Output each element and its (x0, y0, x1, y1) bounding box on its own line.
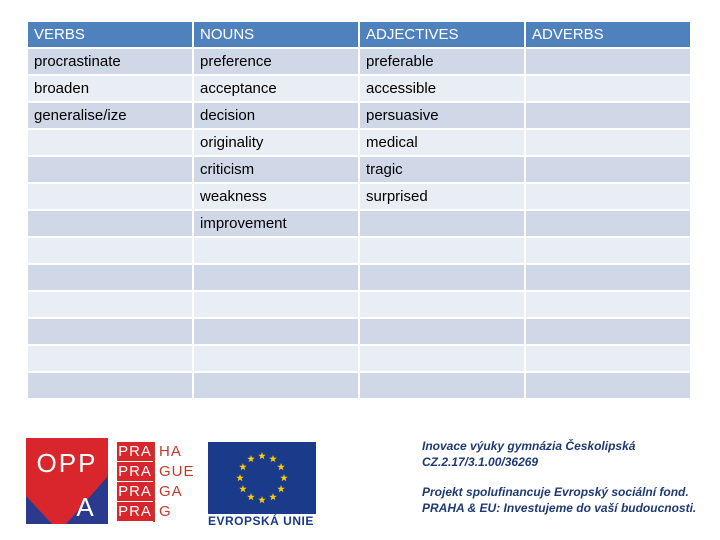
adjective-cell (359, 372, 525, 399)
footer (26, 438, 706, 530)
praha-left-2: PRA (118, 463, 152, 480)
praha-left-4: PRA (118, 503, 152, 520)
funding-line-2: PRAHA & EU: Investujeme do vaší budoucnosti. (422, 501, 697, 515)
adjective-cell: medical (359, 129, 525, 156)
table-row (27, 264, 691, 291)
verb-cell (27, 318, 193, 345)
noun-cell (193, 372, 359, 399)
adverb-cell (525, 372, 691, 399)
word-forms-table (26, 20, 692, 400)
project-info (422, 438, 706, 516)
noun-cell: improvement (193, 210, 359, 237)
adjective-cell (359, 237, 525, 264)
praha-right-3: GA (153, 482, 199, 502)
praha-logo (117, 442, 199, 522)
opp-logo-line1: OPP (36, 448, 98, 478)
project-line-2: CZ.2.17/3.1.00/36269 (422, 455, 539, 469)
table-row (27, 210, 691, 237)
verb-cell: generalise/ize (27, 102, 193, 129)
noun-cell (193, 291, 359, 318)
noun-cell: weakness (193, 183, 359, 210)
noun-cell (193, 237, 359, 264)
header-adjectives: ADJECTIVES (359, 21, 525, 48)
adjective-cell: surprised (359, 183, 525, 210)
table-row (27, 372, 691, 399)
table-row (27, 156, 691, 183)
verb-cell (27, 372, 193, 399)
adverb-cell (525, 75, 691, 102)
verb-cell: broaden (27, 75, 193, 102)
adverb-cell (525, 291, 691, 318)
adjective-cell: preferable (359, 48, 525, 75)
adverb-cell (525, 237, 691, 264)
verb-cell (27, 129, 193, 156)
project-line-1: Inovace výuky gymnázia Českolipská (422, 439, 636, 453)
adverb-cell (525, 102, 691, 129)
table-header-row (27, 21, 691, 48)
noun-cell (193, 318, 359, 345)
praha-left-1: PRA (118, 443, 152, 460)
noun-cell: decision (193, 102, 359, 129)
verb-cell: procrastinate (27, 48, 193, 75)
adverb-cell (525, 183, 691, 210)
adverb-cell (525, 264, 691, 291)
noun-cell (193, 345, 359, 372)
noun-cell: preference (193, 48, 359, 75)
table-row (27, 318, 691, 345)
verb-cell (27, 156, 193, 183)
noun-cell: criticism (193, 156, 359, 183)
table-row (27, 102, 691, 129)
adjective-cell (359, 318, 525, 345)
header-adverbs: ADVERBS (525, 21, 691, 48)
adjective-cell (359, 210, 525, 237)
verb-cell (27, 183, 193, 210)
verb-cell (27, 264, 193, 291)
praha-left-3: PRA (118, 483, 152, 500)
table-row (27, 48, 691, 75)
adverb-cell (525, 156, 691, 183)
table-row (27, 345, 691, 372)
adverb-cell (525, 210, 691, 237)
table-row (27, 75, 691, 102)
praha-right-4: G (153, 502, 199, 522)
adjective-cell: accessible (359, 75, 525, 102)
header-nouns: NOUNS (193, 21, 359, 48)
verb-cell (27, 237, 193, 264)
header-verbs: VERBS (27, 21, 193, 48)
adjective-cell (359, 264, 525, 291)
adverb-cell (525, 48, 691, 75)
noun-cell (193, 264, 359, 291)
noun-cell: acceptance (193, 75, 359, 102)
adverb-cell (525, 318, 691, 345)
adjective-cell (359, 291, 525, 318)
praha-right-2: GUE (153, 462, 199, 482)
table-row (27, 237, 691, 264)
table-row (27, 129, 691, 156)
table-row (27, 183, 691, 210)
verb-cell (27, 291, 193, 318)
verb-cell (27, 345, 193, 372)
opp-logo-line2: A (76, 492, 94, 522)
praha-right-1: HA (153, 442, 199, 462)
eu-label: EVROPSKÁ UNIE (208, 514, 314, 528)
adjective-cell: tragic (359, 156, 525, 183)
funding-line-1: Projekt spolufinancuje Evropský sociální fond. (422, 485, 689, 499)
noun-cell: originality (193, 129, 359, 156)
adverb-cell (525, 129, 691, 156)
eu-flag-icon (208, 442, 316, 514)
adjective-cell: persuasive (359, 102, 525, 129)
adverb-cell (525, 345, 691, 372)
opp-logo (26, 438, 108, 524)
adjective-cell (359, 345, 525, 372)
verb-cell (27, 210, 193, 237)
table-row (27, 291, 691, 318)
